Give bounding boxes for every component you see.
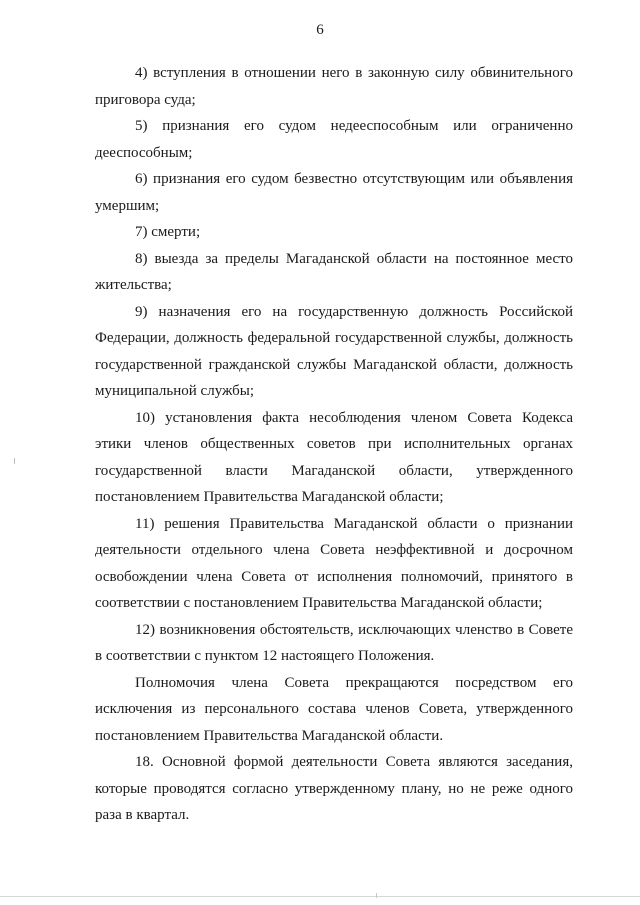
list-item-6: 6) признания его судом безвестно отсутствующим или объявления умершим;	[95, 171, 573, 214]
scan-edge-tick	[376, 893, 377, 898]
section-18-paragraph: 18. Основной формой деятельности Совета являются заседания, которые проводятся согласно утвержденному плану, но не реже одного раза в квартал.	[95, 754, 573, 823]
scan-artifact-mark	[14, 458, 15, 464]
list-item-7: 7) смерти;	[135, 224, 201, 240]
list-item-9: 9) назначения его на государственную должность Российской Федерации, должность федеральной государственной службы, должность государственной гражданской службы Магаданской области, должность муниципальной службы;	[95, 303, 573, 399]
list-item-12: 12) возникновения обстоятельств, исключающих членство в Совете в соответствии с пунктом 12 настоящего Положения.	[95, 621, 573, 664]
list-item-11: 11) решения Правительства Магаданской области о признании деятельности отдельного члена Совета неэффективной и досрочном освобождении члена Совета от исполнения полномочий, принятого в соответствии с постановлением Правительства Магаданской области;	[95, 515, 573, 611]
termination-paragraph: Полномочия члена Совета прекращаются посредством его исключения из персонального состава членов Совета, утвержденного постановлением Правительства Магаданской области.	[95, 674, 573, 744]
list-item-5: 5) признания его судом недееспособным или ограниченно дееспособным;	[95, 118, 573, 161]
page-number: 6	[316, 22, 324, 38]
document-body	[95, 60, 573, 829]
list-item-8: 8) выезда за пределы Магаданской области на постоянное место жительства;	[95, 250, 573, 293]
list-item-10: 10) установления факта несоблюдения членом Совета Кодекса этики членов общественных советов при исполнительных органах государственной власти Магаданской области, утвержденного постановлением Правительства Магаданской области;	[95, 409, 573, 505]
list-item-4: 4) вступления в отношении него в законную силу обвинительного приговора суда;	[95, 65, 573, 108]
scan-edge-line	[0, 896, 640, 897]
